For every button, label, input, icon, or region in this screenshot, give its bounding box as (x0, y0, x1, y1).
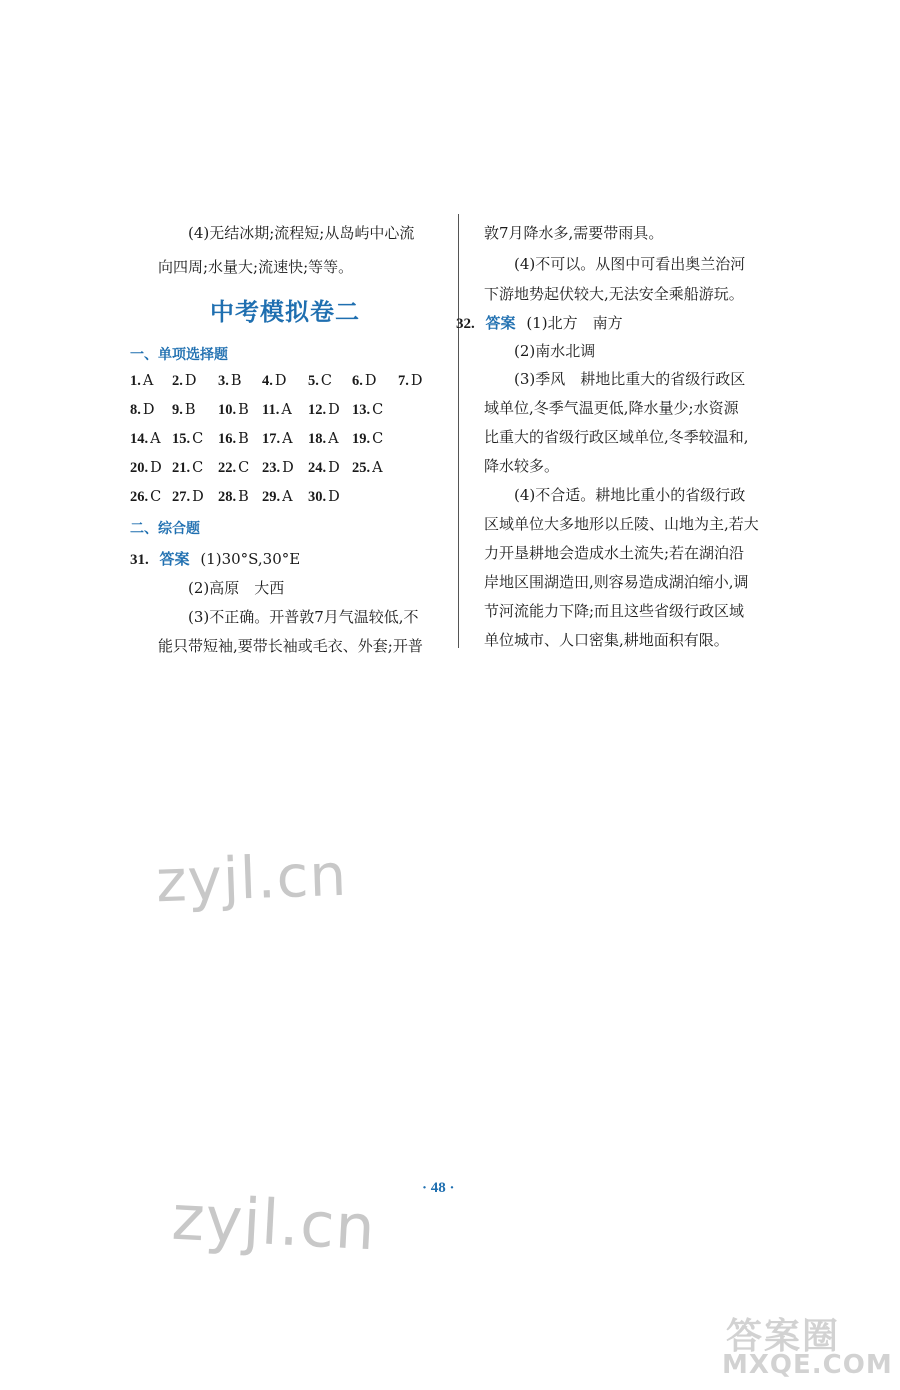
mc-question-number: 9. (172, 402, 183, 418)
mc-question-number: 4. (262, 373, 273, 389)
watermark-2: zyjl.cn (170, 1180, 378, 1265)
mc-answer (262, 431, 293, 448)
right-p4-line-2: 下游地势起伏较大,无法安全乘船游玩。 (484, 285, 744, 303)
mc-answer (308, 489, 340, 506)
mc-answer (352, 402, 383, 419)
mc-answer (352, 373, 377, 390)
section-heading-single-choice: 一、单项选择题 (130, 347, 228, 363)
corner-logo-top: 答案圈 (726, 1316, 841, 1357)
mc-answer (262, 460, 294, 477)
mc-question-number: 28. (218, 489, 237, 505)
mc-answer-letter: A (281, 402, 292, 418)
mc-answer-letter: B (238, 431, 249, 447)
mc-answer-letter: A (372, 460, 383, 476)
mc-answer (262, 402, 292, 419)
left-cont-line-2: 向四周;水量大;流速快;等等。 (158, 258, 354, 276)
mc-answer-letter: A (282, 489, 293, 505)
right-p4-line-1: (4)不可以。从图中可看出奥兰治河 (514, 255, 746, 273)
mc-question-number: 6. (352, 373, 363, 389)
watermark-1: zyjl.cn (154, 840, 349, 916)
mc-answer (352, 460, 383, 477)
mc-question-number: 26. (130, 489, 149, 505)
mc-question-number: 30. (308, 489, 327, 505)
q31-part3-line1: (3)不正确。开普敦7月气温较低,不 (188, 608, 419, 626)
mc-answer-letter: D (142, 402, 155, 418)
q31-part2: (2)高原 大西 (188, 579, 285, 597)
q32-part4-line1: (4)不合适。耕地比重小的省级行政 (514, 486, 746, 504)
mc-answer (172, 402, 196, 419)
mc-answer (308, 373, 332, 390)
mc-answer-letter: B (184, 402, 196, 418)
q31-part1: (1)30°S,30°E (200, 550, 301, 568)
q31-number: 31. (130, 552, 149, 568)
mc-answer (352, 431, 383, 448)
mc-question-number: 2. (172, 373, 183, 389)
q32-part3-line2: 域单位,冬季气温更低,降水量少;水资源 (484, 399, 739, 417)
mc-question-number: 12. (308, 402, 327, 418)
mc-question-number: 23. (262, 460, 281, 476)
mc-answer (218, 460, 249, 477)
q32-part3-line4: 降水较多。 (484, 457, 560, 475)
section-heading-comprehensive: 二、综合题 (130, 521, 200, 537)
q32-part3-line1: (3)季风 耕地比重大的省级行政区 (514, 370, 746, 388)
mc-answer-letter: D (364, 373, 377, 389)
mc-answer (218, 402, 249, 419)
mc-question-number: 14. (130, 431, 149, 447)
mc-question-number: 21. (172, 460, 191, 476)
mc-answer (262, 489, 293, 506)
mc-answer-letter: D (192, 489, 204, 505)
q32-part4-line2: 区域单位大多地形以丘陵、山地为主,若大 (484, 515, 759, 533)
mc-question-number: 8. (130, 402, 141, 418)
mc-answer (172, 431, 203, 448)
mc-question-number: 11. (262, 402, 280, 418)
mc-answer (308, 460, 340, 477)
mc-question-number: 29. (262, 489, 281, 505)
mc-question-number: 19. (352, 431, 371, 447)
q32-part2: (2)南水北调 (514, 342, 596, 360)
mc-answer-letter: B (230, 373, 242, 389)
q32-part4-line4: 岸地区围湖造田,则容易造成湖泊缩小,调 (484, 573, 749, 591)
mc-answer-letter: C (150, 489, 162, 505)
mc-answer-letter: B (238, 402, 249, 418)
mc-answer-letter: C (320, 373, 332, 389)
mc-answer-letter: C (372, 431, 384, 447)
q32-part4-line6: 单位城市、人口密集,耕地面积有限。 (484, 631, 729, 649)
mc-answer-letter: C (192, 460, 204, 476)
mc-answer-letter: D (282, 460, 294, 476)
mc-answer (172, 489, 204, 506)
page-number: · 48 · (422, 1180, 455, 1196)
mc-answer-letter: A (142, 373, 154, 389)
mc-answer-letter: A (150, 431, 161, 447)
mc-answer-letter: D (150, 460, 162, 476)
mc-answer-letter: C (372, 402, 384, 418)
mc-question-number: 5. (308, 373, 319, 389)
mc-answer-letter: C (192, 431, 204, 447)
mc-answer-letter: C (238, 460, 250, 476)
right-cont-line-1: 敦7月降水多,需要带雨具。 (484, 224, 664, 242)
mc-question-number: 10. (218, 402, 237, 418)
q32-part3-line3: 比重大的省级行政区域单位,冬季较温和, (484, 428, 749, 446)
mc-answer (172, 460, 203, 477)
mc-question-number: 22. (218, 460, 237, 476)
q32-part4-line5: 节河流能力下降;而且这些省级行政区域 (484, 602, 745, 620)
q32-answer-label: 答案 (485, 314, 516, 332)
q32-part1: (1)北方 南方 (526, 314, 623, 332)
mc-question-number: 20. (130, 460, 149, 476)
mc-question-number: 16. (218, 431, 237, 447)
mc-question-number: 3. (218, 373, 229, 389)
mc-answer (218, 373, 242, 390)
mc-answer (130, 402, 155, 419)
mc-answer (308, 402, 340, 419)
page-title: 中考模拟卷二 (210, 298, 360, 326)
q31-answer-label: 答案 (159, 550, 190, 568)
q31-part3-line2: 能只带短袖,要带长袖或毛衣、外套;开普 (158, 637, 423, 655)
mc-question-number: 24. (308, 460, 327, 476)
mc-answer-letter: A (328, 431, 339, 447)
mc-answer (130, 489, 161, 506)
mc-question-number: 13. (352, 402, 371, 418)
mc-answer (218, 489, 249, 506)
mc-question-number: 27. (172, 489, 191, 505)
mc-answer-letter: A (282, 431, 293, 447)
left-cont-line-1: (4)无结冰期;流程短;从岛屿中心流 (188, 224, 415, 242)
corner-logo-bottom: MXQE.COM (722, 1350, 893, 1380)
mc-answer (130, 373, 153, 390)
mc-question-number: 1. (130, 373, 141, 389)
mc-answer-letter: D (184, 373, 197, 389)
mc-answer-letter: D (328, 489, 340, 505)
mc-answer (262, 373, 287, 390)
mc-answer (398, 373, 423, 390)
mc-answer-letter: D (410, 373, 423, 389)
mc-answer (130, 460, 162, 477)
mc-question-number: 18. (308, 431, 327, 447)
mc-answer (172, 373, 197, 390)
mc-answer-letter: D (328, 402, 340, 418)
mc-question-number: 15. (172, 431, 191, 447)
mc-answer-letter: B (238, 489, 249, 505)
column-divider (458, 214, 459, 648)
mc-answer-letter: D (328, 460, 340, 476)
mc-question-number: 7. (398, 373, 409, 389)
mc-question-number: 17. (262, 431, 281, 447)
q32-part4-line3: 力开垦耕地会造成水土流失;若在湖泊沿 (484, 544, 745, 562)
mc-question-number: 25. (352, 460, 371, 476)
mc-answer-letter: D (274, 373, 287, 389)
mc-answer (218, 431, 249, 448)
mc-answer (130, 431, 161, 448)
q32-number: 32. (456, 316, 475, 332)
mc-answer (308, 431, 339, 448)
